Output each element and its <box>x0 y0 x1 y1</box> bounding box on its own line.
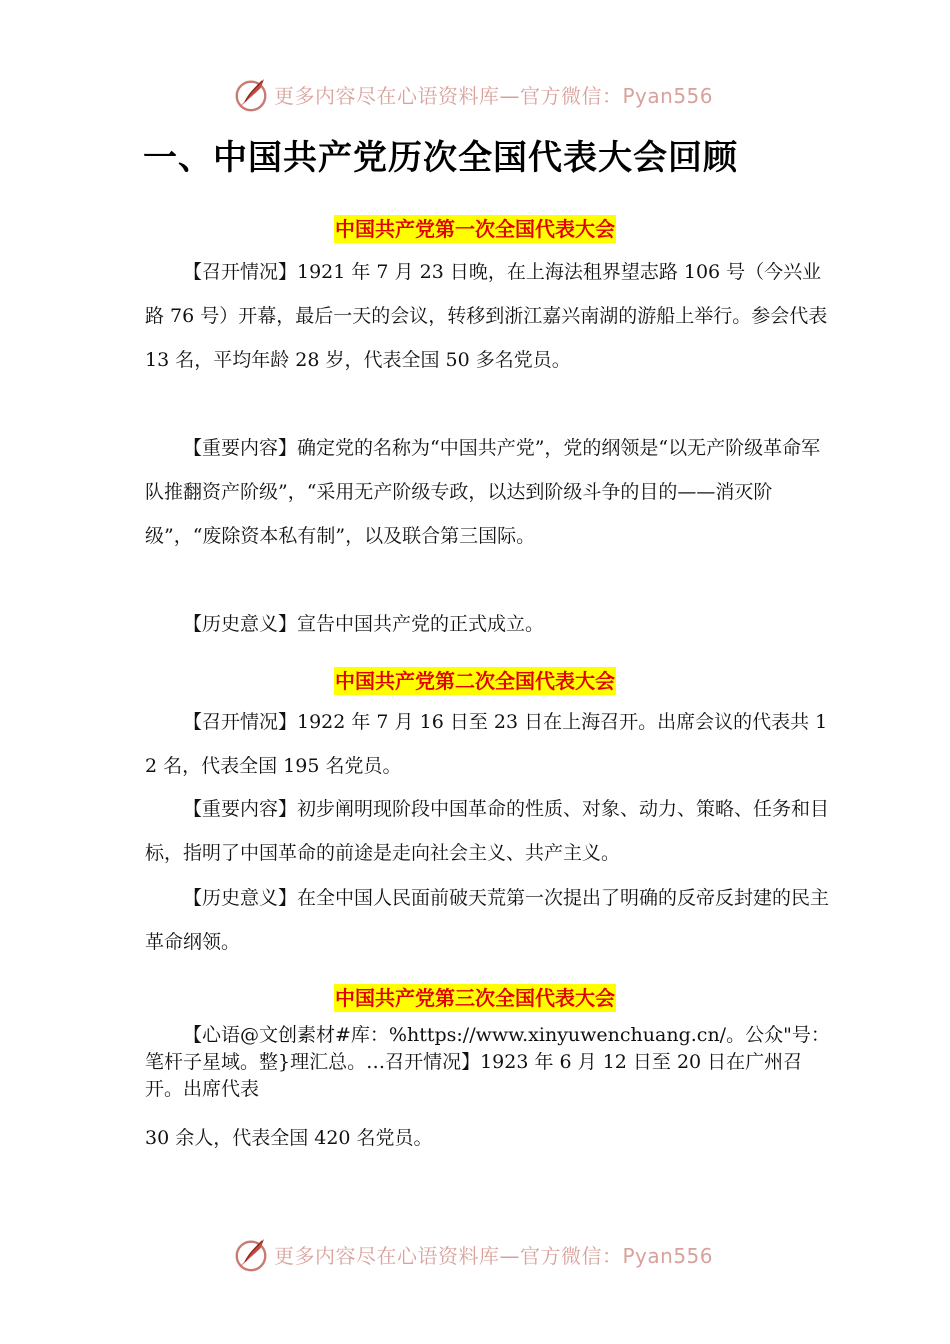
paragraph: 【重要内容】初步阐明现阶段中国革命的性质、对象、动力、策略、任务和目标，指明了中国革命的前途是走向社会主义、共产主义。 <box>145 798 830 864</box>
section-heading-text: 中国共产党第三次全国代表大会 <box>335 986 615 1010</box>
paragraph: 【历史意义】宣告中国共产党的正式成立。 <box>183 613 545 635</box>
header-watermark <box>232 72 713 116</box>
paragraph: 30 余人，代表全国 420 名党员。 <box>145 1127 433 1149</box>
section-heading-text: 中国共产党第二次全国代表大会 <box>335 669 615 693</box>
paragraph: 【重要内容】确定党的名称为“中国共产党”，党的纲领是“以无产阶级革命军队推翻资产阶级”，“采用无产阶级专政，以达到阶级斗争的目的——消灭阶级”，“废除资本私有制”，以及联合第三国际。 <box>145 437 821 547</box>
footer-watermark <box>232 1232 713 1276</box>
watermark-text: 更多内容尽在心语资料库—官方微信：Pyan556 <box>274 1243 714 1268</box>
section-heading <box>0 982 950 1011</box>
paragraph: 【历史意义】在全中国人民面前破天荒第一次提出了明确的反帝反封建的民主革命纲领。 <box>145 887 830 953</box>
paragraph: 【心语@文创素材#库：%https://www.xinyuwenchuang.cn/。公众"号：笔杆子星域。整}理汇总。…召开情况】1923 年 6 月 12 日至 20 日在广州召开。出席代表 <box>145 1024 830 1100</box>
paragraph: 【召开情况】1922 年 7 月 16 日至 23 日在上海召开。出席会议的代表共 12 名，代表全国 195 名党员。 <box>145 711 828 777</box>
section-heading <box>0 213 950 242</box>
page-title: 一、中国共产党历次全国代表大会回顾 <box>143 138 738 178</box>
watermark-text: 更多内容尽在心语资料库—官方微信：Pyan556 <box>274 83 714 108</box>
quill-logo-icon <box>232 1235 270 1273</box>
section-heading <box>0 665 950 694</box>
quill-logo-icon <box>232 75 270 113</box>
section-heading-text: 中国共产党第一次全国代表大会 <box>335 217 615 241</box>
paragraph: 【召开情况】1921 年 7 月 23 日晚，在上海法租界望志路 106 号（今兴业路 76 号）开幕，最后一天的会议，转移到浙江嘉兴南湖的游船上举行。参会代表 13 名，平均年龄 28 岁，代表全国 50 多名党员。 <box>145 261 828 371</box>
